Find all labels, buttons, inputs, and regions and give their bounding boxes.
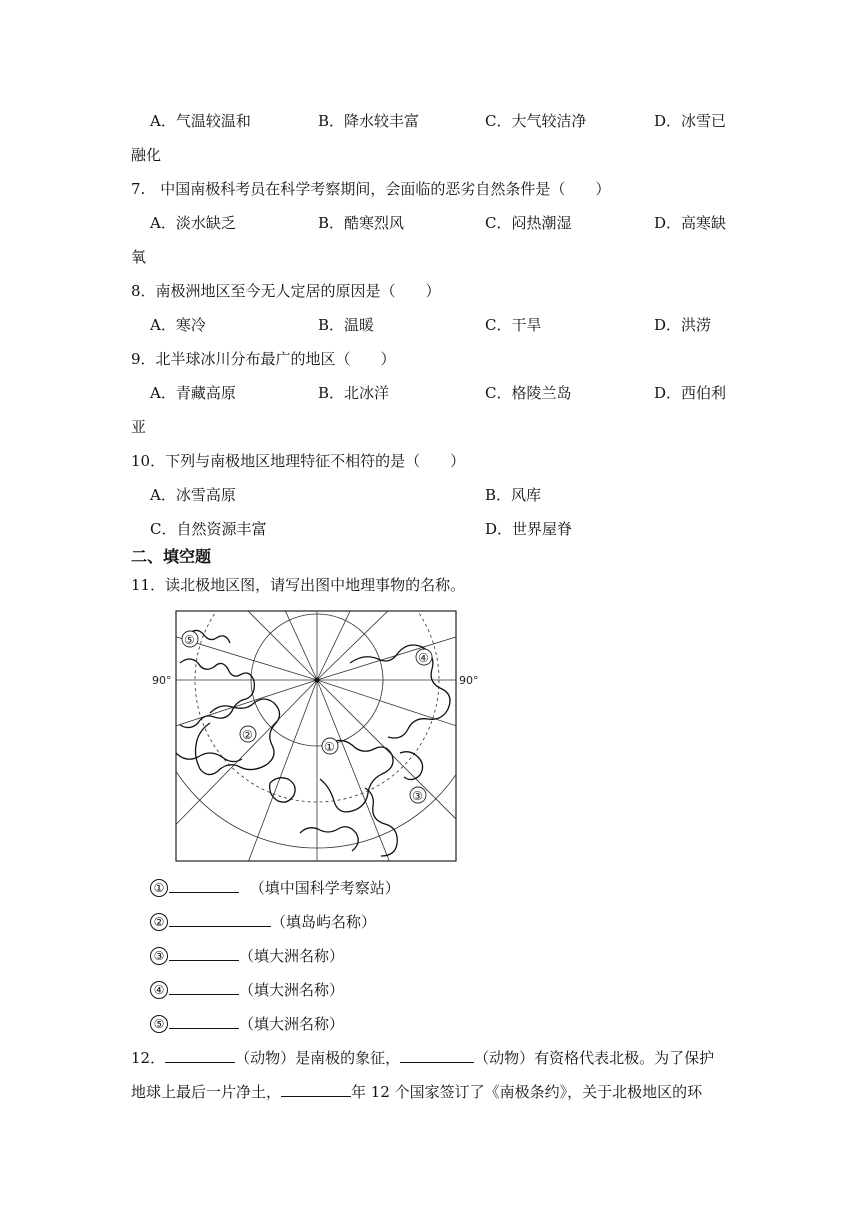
q12-blank-2[interactable]	[400, 1047, 474, 1063]
q10-option-a: A．冰雪高原	[150, 486, 236, 504]
q12-text-1: （动物）是南极的象征，	[235, 1049, 401, 1067]
q11-blank-3	[150, 945, 344, 966]
q12-line-1	[131, 1047, 714, 1068]
q6-option-c: C．大气较洁净	[485, 112, 587, 130]
map-label-90-left: 90°	[152, 674, 172, 687]
q9-option-a: A．青藏高原	[150, 384, 236, 402]
q7-option-d: D．高寒缺	[654, 214, 727, 232]
q9-option-d: D．西伯利	[654, 384, 727, 402]
q9-option-d-wrap: 亚	[131, 418, 147, 436]
blank-hint-2: （填岛屿名称）	[271, 913, 377, 931]
map-marker-1	[322, 738, 338, 754]
q11-stem: 11．读北极地区图，请写出图中地理事物的名称。	[131, 576, 466, 594]
blank-number-3: ③	[150, 947, 168, 965]
map-marker-4-label: ④	[418, 651, 429, 665]
map-marker-4	[416, 649, 432, 665]
q7-option-d-wrap: 氧	[131, 248, 147, 266]
map-marker-3	[410, 787, 426, 803]
arctic-map	[150, 603, 490, 865]
q11-blank-4	[150, 979, 344, 1000]
map-marker-5	[182, 631, 198, 647]
q10-option-c: C．自然资源丰富	[150, 520, 267, 538]
q8-option-a: A．寒冷	[150, 316, 206, 334]
q12-blank-3[interactable]	[281, 1081, 351, 1097]
q12-text-2: （动物）有资格代表北极。为了保护	[474, 1049, 715, 1067]
q12-blank-1[interactable]	[165, 1047, 235, 1063]
blank-number-4: ④	[150, 981, 168, 999]
q7-option-c: C．闷热潮湿	[485, 214, 572, 232]
q8-option-b: B．温暖	[318, 316, 375, 334]
q12-text-3: 地球上最后一片净土，	[131, 1083, 282, 1101]
answer-blank-2[interactable]	[169, 911, 271, 927]
q12-text-4: 年 12 个国家签订了《南极条约》，关于北极地区的环	[351, 1083, 703, 1101]
q10-option-d: D．世界屋脊	[485, 520, 573, 538]
q11-blank-5	[150, 1013, 344, 1034]
section-title: 二、填空题	[131, 547, 212, 566]
map-marker-5-label: ⑤	[184, 633, 195, 647]
q8-option-d: D．洪涝	[654, 316, 712, 334]
answer-blank-1[interactable]	[169, 877, 239, 893]
answer-blank-4[interactable]	[169, 979, 239, 995]
map-marker-2	[240, 726, 256, 742]
q7-stem: 7. 中国南极科考员在科学考察期间，会面临的恶劣自然条件是（ ）	[131, 180, 611, 198]
q11-blank-2	[150, 911, 376, 932]
map-label-90-right: 90°	[459, 674, 479, 687]
blank-hint-4: （填大洲名称）	[239, 981, 345, 999]
q7-option-b: B．酷寒烈风	[318, 214, 405, 232]
q10-option-b: B．风库	[485, 486, 542, 504]
map-marker-3-label: ③	[412, 789, 423, 803]
blank-number-1: ①	[150, 879, 168, 897]
answer-blank-3[interactable]	[169, 945, 239, 961]
blank-number-5: ⑤	[150, 1015, 168, 1033]
q6-option-b: B．降水较丰富	[318, 112, 420, 130]
q6-option-d: D．冰雪已	[654, 112, 727, 130]
q12-line-2	[131, 1081, 702, 1102]
blank-hint-1: （填中国科学考察站）	[249, 879, 400, 897]
q6-option-d-wrap: 融化	[131, 146, 162, 164]
q9-option-c: C．格陵兰岛	[485, 384, 572, 402]
q8-option-c: C．干旱	[485, 316, 542, 334]
q9-stem: 9．北半球冰川分布最广的地区（ ）	[131, 350, 396, 368]
q12-number: 12．	[131, 1049, 166, 1067]
blank-hint-5: （填大洲名称）	[239, 1015, 345, 1033]
q8-stem: 8．南极洲地区至今无人定居的原因是（ ）	[131, 282, 441, 300]
q9-option-b: B．北冰洋	[318, 384, 390, 402]
q11-blank-1	[150, 877, 400, 898]
q10-stem: 10．下列与南极地区地理特征不相符的是（ ）	[131, 452, 466, 470]
q6-option-a: A．气温较温和	[150, 112, 251, 130]
map-frame	[176, 611, 456, 861]
blank-hint-3: （填大洲名称）	[239, 947, 345, 965]
answer-blank-5[interactable]	[169, 1013, 239, 1029]
map-marker-2-label: ②	[242, 728, 253, 742]
map-marker-1-label: ①	[324, 740, 335, 754]
blank-number-2: ②	[150, 913, 168, 931]
q7-option-a: A．淡水缺乏	[150, 214, 236, 232]
